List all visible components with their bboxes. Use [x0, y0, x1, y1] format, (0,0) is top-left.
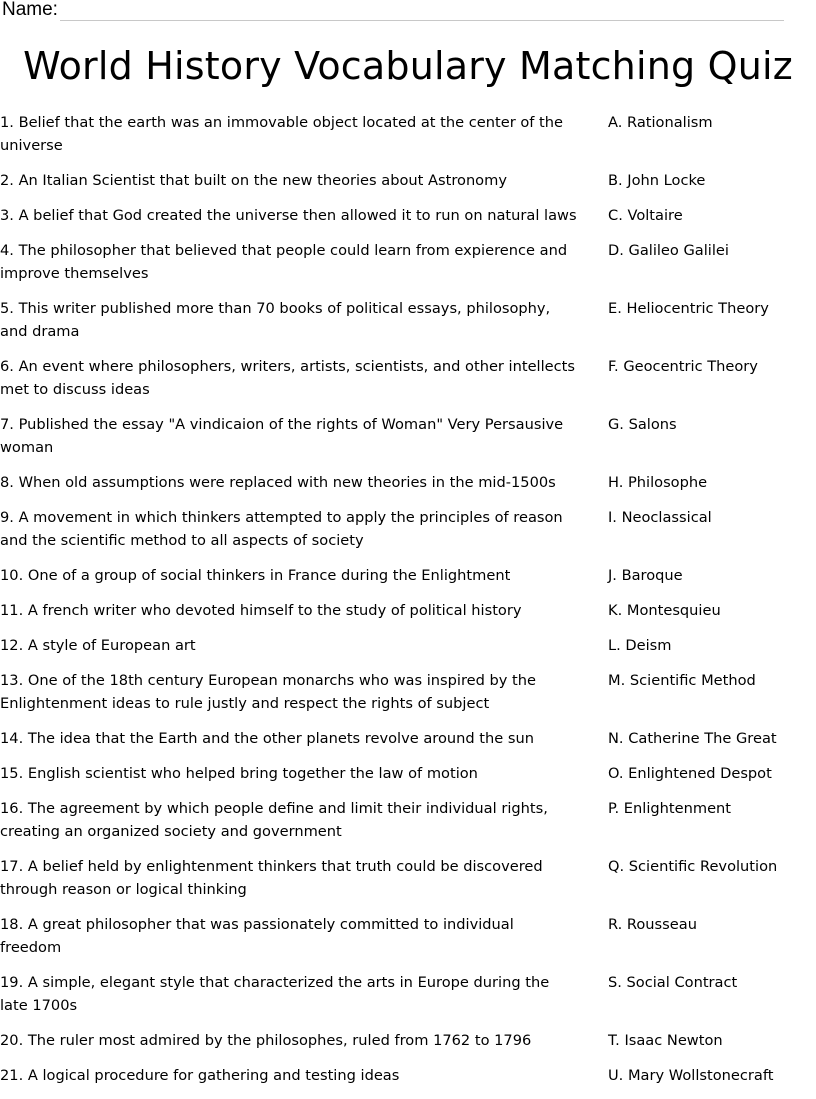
answer-option: S. Social Contract — [608, 974, 738, 991]
question-row — [0, 599, 816, 622]
answer-option: F. Geocentric Theory — [608, 358, 758, 375]
question-row — [0, 297, 816, 343]
question-row — [0, 413, 816, 459]
name-field-row — [2, 0, 784, 21]
answer-option: O. Enlightened Despot — [608, 765, 772, 782]
question-row — [0, 564, 816, 587]
question-text: 16. The agreement by which people define and limit their individual rights, creating an organized society and government — [0, 800, 548, 840]
answer-option: I. Neoclassical — [608, 509, 712, 526]
answer-option: J. Baroque — [608, 567, 683, 584]
question-text: 19. A simple, elegant style that characterized the arts in Europe during the late 1700s — [0, 974, 550, 1014]
question-text: 11. A french writer who devoted himself to the study of political history — [0, 602, 522, 619]
question-row — [0, 855, 816, 901]
question-text: 8. When old assumptions were replaced with new theories in the mid-1500s — [0, 474, 556, 491]
answer-option: L. Deism — [608, 637, 672, 654]
answer-option: A. Rationalism — [608, 114, 713, 131]
answer-option: H. Philosophe — [608, 474, 708, 491]
question-row — [0, 727, 816, 750]
answer-option: E. Heliocentric Theory — [608, 300, 769, 317]
question-text: 2. An Italian Scientist that built on the new theories about Astronomy — [0, 172, 507, 189]
answer-option: G. Salons — [608, 416, 677, 433]
answer-option: P. Enlightenment — [608, 800, 732, 817]
answer-option: N. Catherine The Great — [608, 730, 777, 747]
question-text: 20. The ruler most admired by the philosophes, ruled from 1762 to 1796 — [0, 1032, 532, 1049]
answer-option: C. Voltaire — [608, 207, 683, 224]
answer-option: U. Mary Wollstonecraft — [608, 1067, 774, 1084]
question-row — [0, 762, 816, 785]
name-label: Name: — [2, 0, 58, 20]
answer-option: D. Galileo Galilei — [608, 242, 729, 259]
question-row — [0, 669, 816, 715]
question-row — [0, 239, 816, 285]
question-row — [0, 111, 816, 157]
answer-option: M. Scientific Method — [608, 672, 756, 689]
question-text: 15. English scientist who helped bring together the law of motion — [0, 765, 478, 782]
matching-list — [0, 111, 816, 1099]
question-row — [0, 634, 816, 657]
question-row — [0, 1029, 816, 1052]
question-text: 17. A belief held by enlightenment thinkers that truth could be discovered through reason or logical thinking — [0, 858, 543, 898]
question-text: 14. The idea that the Earth and the other planets revolve around the sun — [0, 730, 534, 747]
question-text: 10. One of a group of social thinkers in France during the Enlightment — [0, 567, 511, 584]
name-blank-line[interactable] — [60, 4, 784, 21]
question-text: 21. A logical procedure for gathering and testing ideas — [0, 1067, 400, 1084]
question-text: 18. A great philosopher that was passionately committed to individual freedom — [0, 916, 514, 956]
question-row — [0, 169, 816, 192]
question-row — [0, 797, 816, 843]
question-text: 13. One of the 18th century European monarchs who was inspired by the Enlightenment ideas to rule justly and respect the rights of subject — [0, 672, 537, 712]
answer-option: B. John Locke — [608, 172, 706, 189]
question-row — [0, 471, 816, 494]
question-text: 3. A belief that God created the universe then allowed it to run on natural laws — [0, 207, 577, 224]
question-row — [0, 355, 816, 401]
question-text: 6. An event where philosophers, writers, artists, scientists, and other intellects met to discuss ideas — [0, 358, 575, 398]
question-row — [0, 506, 816, 552]
answer-option: K. Montesquieu — [608, 602, 721, 619]
answer-option: T. Isaac Newton — [608, 1032, 723, 1049]
answer-option: Q. Scientific Revolution — [608, 858, 778, 875]
answer-option: R. Rousseau — [608, 916, 697, 933]
question-text: 12. A style of European art — [0, 637, 196, 654]
question-text: 7. Published the essay "A vindicaion of the rights of Woman" Very Persausive woman — [0, 416, 564, 456]
question-row — [0, 971, 816, 1017]
question-text: 1. Belief that the earth was an immovable object located at the center of the universe — [0, 114, 563, 154]
question-text: 4. The philosopher that believed that people could learn from expierence and improve themselves — [0, 242, 568, 282]
question-text: 9. A movement in which thinkers attempted to apply the principles of reason and the scientific method to all aspects of society — [0, 509, 563, 549]
question-row — [0, 913, 816, 959]
question-row — [0, 1064, 816, 1087]
question-text: 5. This writer published more than 70 books of political essays, philosophy, and drama — [0, 300, 551, 340]
quiz-title: World History Vocabulary Matching Quiz — [23, 44, 793, 88]
question-row — [0, 204, 816, 227]
